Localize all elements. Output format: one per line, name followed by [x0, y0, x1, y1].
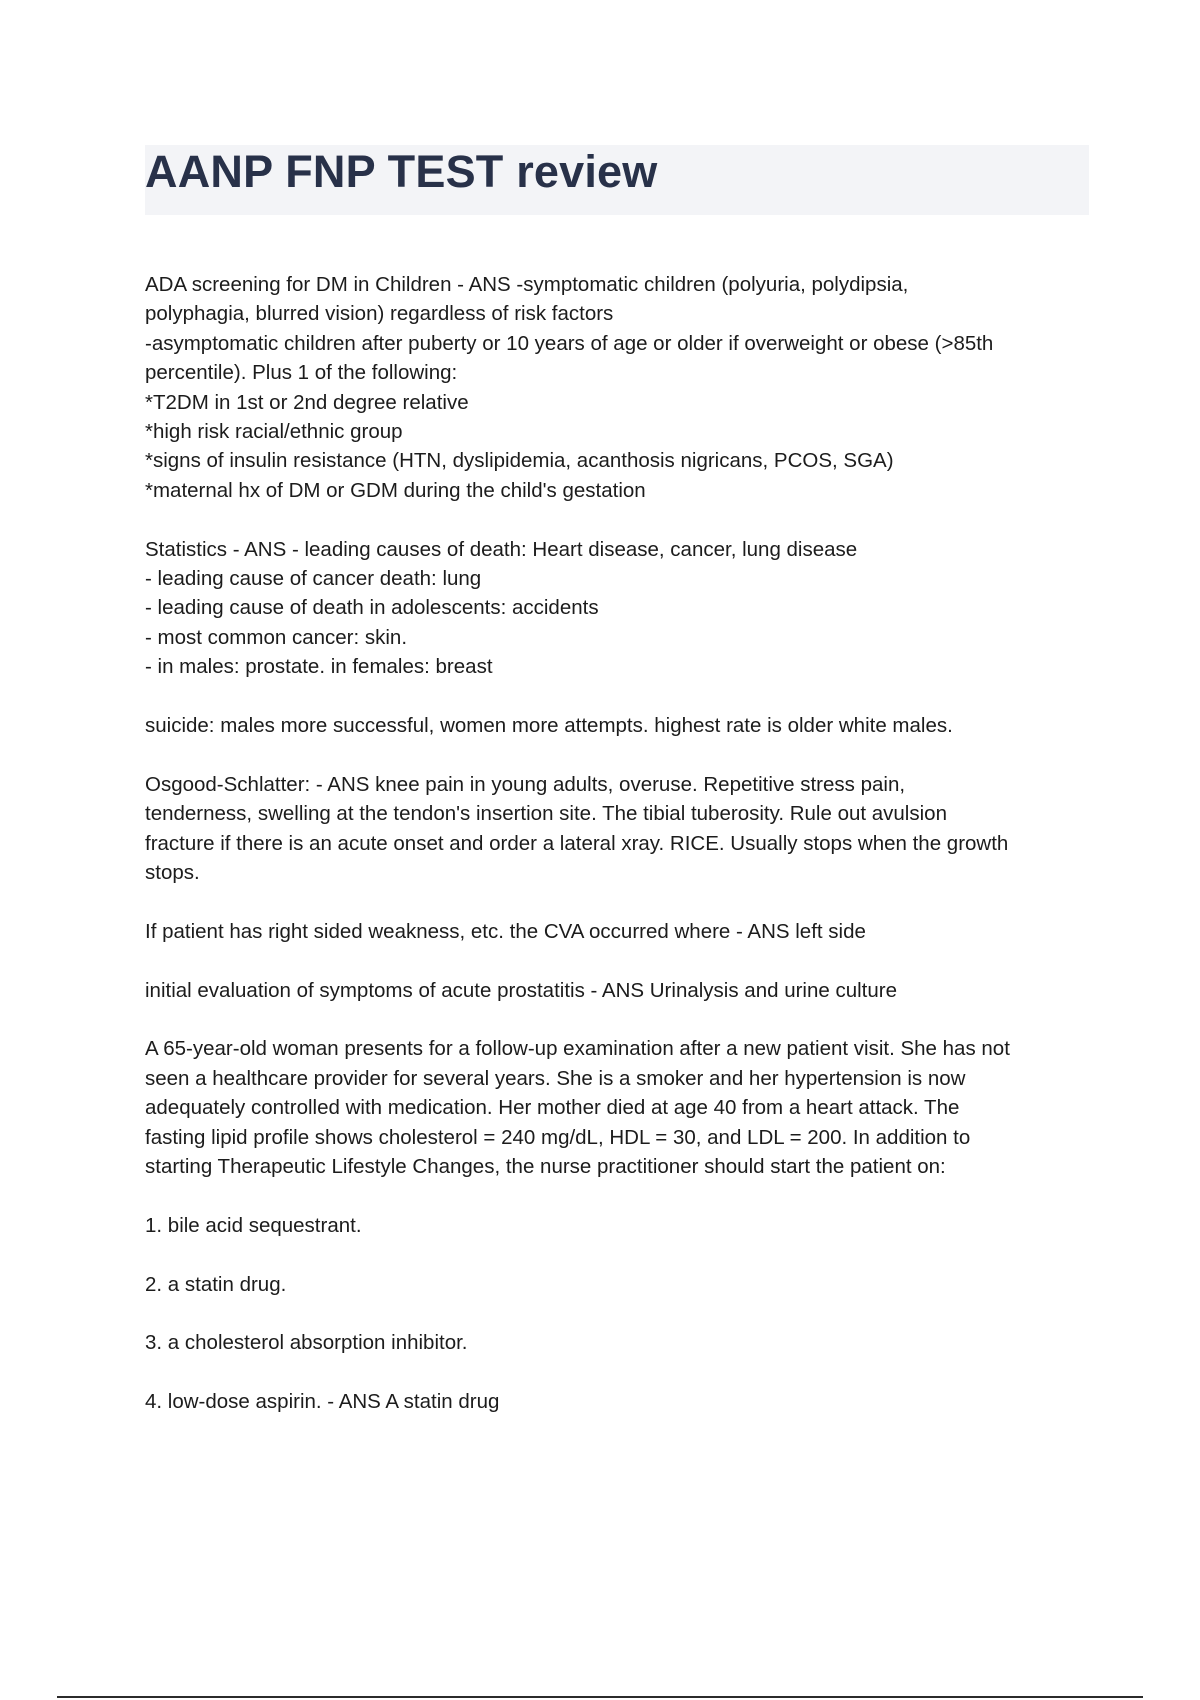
- text-line: - leading cause of cancer death: lung: [145, 567, 482, 591]
- text-line: *maternal hx of DM or GDM during the child's gestation: [145, 478, 646, 502]
- text-line: *T2DM in 1st or 2nd degree relative: [145, 390, 469, 414]
- document-body: [145, 270, 1090, 1446]
- text-line: -asymptomatic children after puberty or 10 years of age or older if overweight or obese (>85th: [145, 331, 994, 355]
- note-suicide: [145, 711, 1090, 740]
- qa-ada-screening: [145, 270, 1090, 505]
- text-line: starting Therapeutic Lifestyle Changes, the nurse practitioner should start the patient on:: [145, 1155, 946, 1179]
- qa-prostatitis: [145, 976, 1090, 1005]
- text-line: - in males: prostate. in females: breast: [145, 655, 493, 679]
- page-bottom-rule: [57, 1696, 1143, 1698]
- text-line: - leading cause of death in adolescents: accidents: [145, 596, 599, 620]
- text-line: Osgood-Schlatter: - ANS knee pain in young adults, overuse. Repetitive stress pain,: [145, 772, 906, 796]
- text-line: - most common cancer: skin.: [145, 625, 408, 649]
- answer-option-1: [145, 1211, 1090, 1240]
- text-line: adequately controlled with medication. Her mother died at age 40 from a heart attack. The: [145, 1096, 960, 1120]
- text-line: fasting lipid profile shows cholesterol = 240 mg/dL, HDL = 30, and LDL = 200. In addition to: [145, 1125, 971, 1149]
- answer-option-3: [145, 1328, 1090, 1357]
- answer-option-4: [145, 1387, 1090, 1416]
- text-line: 1. bile acid sequestrant.: [145, 1213, 362, 1237]
- text-line: 3. a cholesterol absorption inhibitor.: [145, 1331, 468, 1355]
- text-line: stops.: [145, 861, 200, 885]
- text-line: Statistics - ANS - leading causes of death: Heart disease, cancer, lung disease: [145, 537, 858, 561]
- qa-statistics: [145, 535, 1090, 682]
- text-line: seen a healthcare provider for several years. She is a smoker and her hypertension is now: [145, 1066, 966, 1090]
- document-title: AANP FNP TEST review: [145, 146, 658, 197]
- text-line: polyphagia, blurred vision) regardless of risk factors: [145, 302, 614, 326]
- text-line: tenderness, swelling at the tendon's insertion site. The tibial tuberosity. Rule out avulsion: [145, 802, 947, 826]
- text-line: *signs of insulin resistance (HTN, dyslipidemia, acanthosis nigricans, PCOS, SGA): [145, 449, 894, 473]
- text-line: 2. a statin drug.: [145, 1272, 287, 1296]
- text-line: ADA screening for DM in Children - ANS -symptomatic children (polyuria, polydipsia,: [145, 273, 909, 296]
- question-lipid-case: [145, 1034, 1090, 1181]
- text-line: suicide: males more successful, women more attempts. highest rate is older white males.: [145, 714, 953, 738]
- text-line: If patient has right sided weakness, etc. the CVA occurred where - ANS left side: [145, 919, 866, 943]
- qa-osgood-schlatter: [145, 770, 1090, 888]
- qa-cva: [145, 917, 1090, 946]
- text-line: percentile). Plus 1 of the following:: [145, 361, 458, 385]
- text-line: fracture if there is an acute onset and order a lateral xray. RICE. Usually stops when the growth: [145, 831, 1009, 855]
- text-line: 4. low-dose aspirin. - ANS A statin drug: [145, 1390, 500, 1414]
- text-line: initial evaluation of symptoms of acute prostatitis - ANS Urinalysis and urine culture: [145, 978, 898, 1002]
- answer-option-2: [145, 1270, 1090, 1299]
- text-line: *high risk racial/ethnic group: [145, 420, 403, 444]
- text-line: A 65-year-old woman presents for a follow-up examination after a new patient visit. She has not: [145, 1037, 1010, 1061]
